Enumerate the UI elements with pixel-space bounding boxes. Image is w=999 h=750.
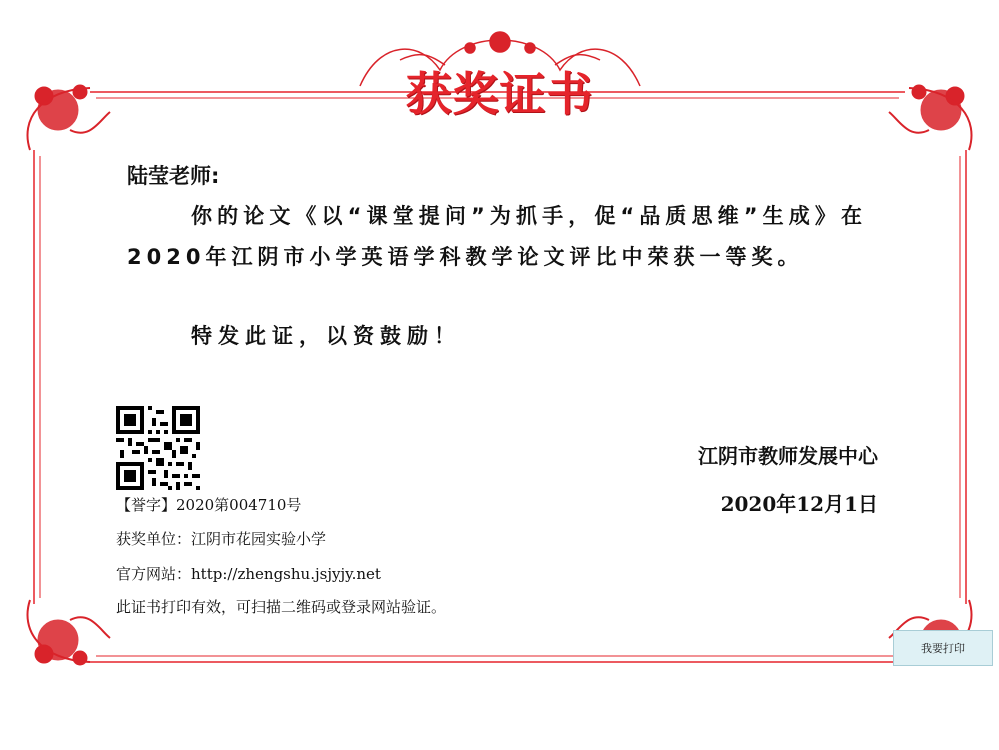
award-unit: 获奖单位：江阴市花园实验小学: [116, 530, 327, 548]
recipient-name: 陆莹老师:: [127, 164, 220, 188]
certificate-body: 你的论文《以“课堂提问”为抓手，促“品质思维”生成》在2020年江阴市小学英语学科教学论文评比中荣获一等奖。: [127, 204, 867, 269]
issue-date: 2020年12月1日: [720, 492, 878, 516]
issuer-name: 江阴市教师发展中心: [698, 444, 878, 468]
certificate-number: 【誉字】2020第004710号: [116, 496, 302, 514]
certificate-title: 获奖证书: [405, 67, 594, 121]
official-website: 官方网站：http://zhengshu.jsjyjy.net: [116, 565, 381, 583]
qr-code-icon: [116, 406, 200, 490]
verification-note: 此证书打印有效，可扫描二维码或登录网站验证。: [116, 598, 447, 616]
print-button[interactable]: 我要打印: [893, 630, 993, 666]
certificate-closing: 特发此证，以资鼓励！: [191, 324, 461, 348]
